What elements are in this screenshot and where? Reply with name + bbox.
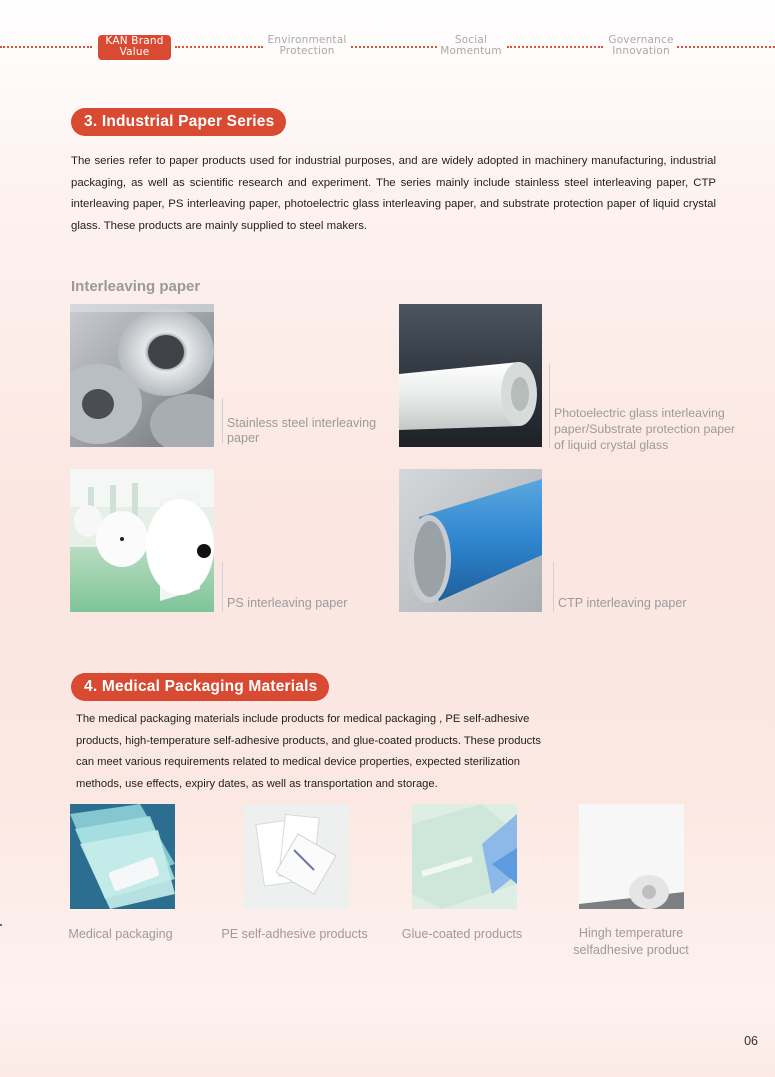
medical-packaging-caption: Medical packaging [68, 927, 173, 941]
caption-line: paper [227, 431, 260, 445]
caption-line: selfadhesive product [573, 943, 689, 957]
nav-divider [677, 46, 775, 48]
margin-mark [0, 924, 2, 926]
paragraph-line: methods, use effects, expiry dates, as well as transportation and storage. [76, 777, 438, 790]
nav-tab-label: Value [119, 46, 150, 58]
section-4-title: 4. Medical Packaging Materials [71, 673, 329, 701]
nav-tab-label: Momentum [440, 45, 502, 57]
pe-self-adhesive-caption: PE self-adhesive products [221, 927, 368, 941]
caption-divider [222, 562, 223, 612]
nav-tab-label: Innovation [612, 45, 670, 57]
nav-divider [0, 46, 92, 48]
nav-tab-governance-innovation[interactable] [605, 35, 677, 57]
glue-coated-image [412, 804, 517, 909]
paragraph-line: can meet various requirements related to medical device properties, expected sterilization [76, 756, 520, 769]
caption-line: of liquid crystal glass [554, 438, 669, 452]
section-3-title: 3. Industrial Paper Series [71, 108, 286, 136]
caption-line: Photoelectric glass interleaving [554, 406, 725, 420]
pe-self-adhesive-image [244, 804, 349, 909]
nav-tab-kan-brand-value[interactable] [98, 35, 171, 60]
caption-line: paper/Substrate protection paper [554, 422, 736, 436]
caption-divider [222, 398, 223, 443]
nav-tab-label: Environmental [267, 34, 347, 46]
photoelectric-glass-caption [554, 405, 735, 453]
nav-tab-label: Governance [608, 34, 674, 46]
photoelectric-glass-roll-image [399, 304, 542, 447]
interleaving-paper-heading: Interleaving paper [71, 278, 201, 295]
nav-divider [175, 46, 263, 48]
nav-divider [351, 46, 437, 48]
nav-tab-label: Social [454, 34, 488, 46]
section-4-paragraph [76, 709, 596, 795]
page-number: 06 [744, 1034, 758, 1048]
stainless-steel-caption [227, 416, 376, 446]
section-nav [0, 0, 775, 70]
ctp-paper-caption: CTP interleaving paper [558, 596, 687, 610]
nav-tab-social-momentum[interactable] [438, 35, 504, 57]
caption-divider [553, 562, 554, 612]
nav-divider [507, 46, 603, 48]
high-temperature-roll-image [579, 804, 684, 909]
caption-line: Hingh temperature [578, 926, 684, 940]
high-temperature-caption [561, 925, 701, 959]
ps-paper-caption: PS interleaving paper [227, 596, 348, 610]
ctp-paper-roll-image [399, 469, 542, 612]
paragraph-line: The medical packaging materials include products for medical packaging , PE self-adhesive [76, 713, 530, 725]
section-3-paragraph: The series refer to paper products used for industrial purposes, and are widely adopted in machinery manufacturing, industrial packaging, as well as scientific research and experiment. The series mainly include stainless steel interleaving paper, CTP interleaving paper, PS interleaving paper, photoelectric glass interleaving paper, and substrate protection paper of liquid crystal glass. These products are mainly supplied to steel makers. [71, 155, 716, 232]
glue-coated-caption: Glue-coated products [401, 927, 523, 941]
stainless-steel-coils-image [70, 304, 214, 447]
nav-tab-label: Protection [279, 45, 335, 57]
caption-line: Stainless steel interleaving [227, 416, 377, 430]
nav-tab-environmental-protection[interactable] [266, 35, 348, 57]
ps-paper-rolls-image [70, 469, 214, 612]
nav-tab-label: KAN Brand [105, 35, 164, 47]
medical-packaging-image [70, 804, 175, 909]
paragraph-line: products, high-temperature self-adhesive products, and glue-coated products. These products [76, 734, 541, 747]
caption-divider [549, 364, 550, 448]
